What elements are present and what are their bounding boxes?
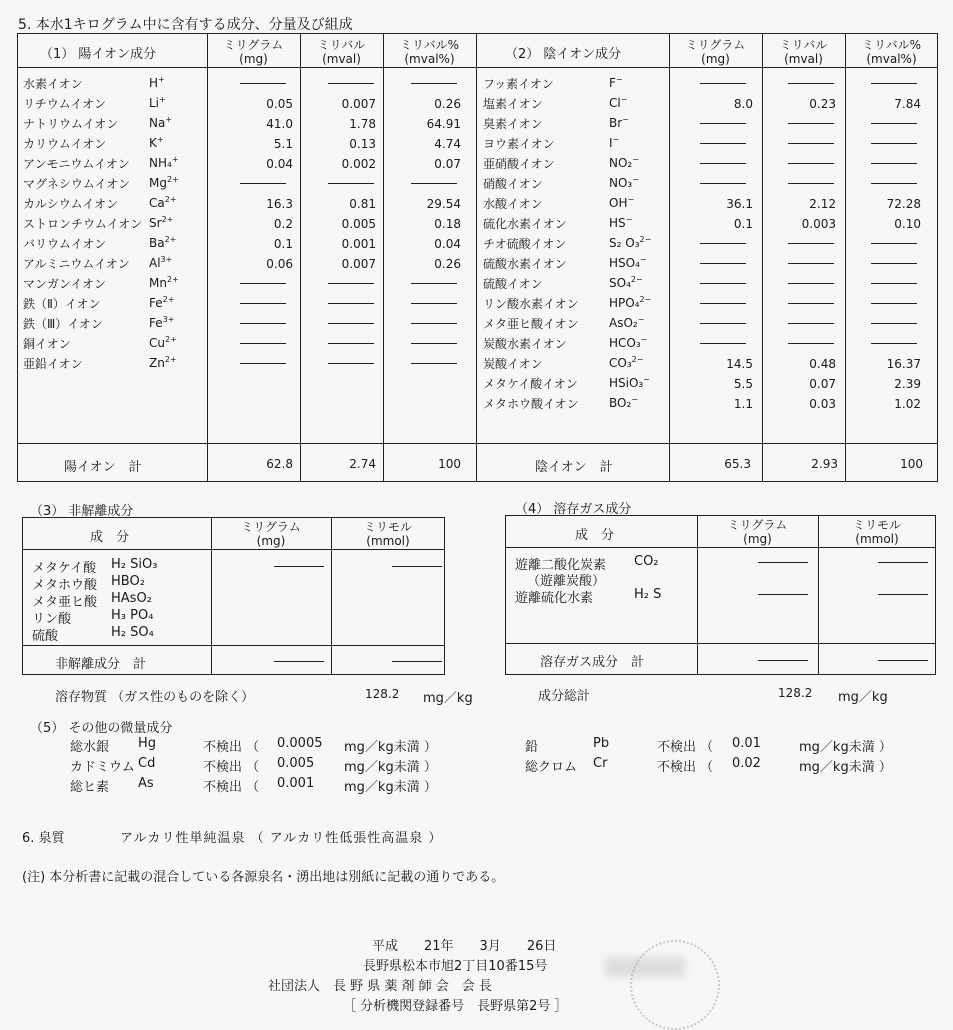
cations-row-name: マグネシウムイオン [23,177,131,191]
cations-row-mval-dash [328,323,374,324]
trace-symbol: Pb [593,736,610,751]
anions-row-name: 硫酸イオン [483,277,543,291]
gas-row-h2s-name: 遊離硫化水素 [515,591,594,606]
gases-mmol-header: ミリモル (mmol) [852,518,901,546]
undissociated-row-formula: H₃ PO₄ [111,608,154,623]
anions-row-name: メタ亜ヒ酸イオン [483,317,579,331]
cations-row-mval: 0.001 [341,237,376,251]
gases-total-label: 溶存ガス成分 計 [540,655,645,670]
trace-symbol: Hg [138,736,157,751]
cations-row-name: マンガンイオン [23,277,107,291]
anions-row-name: ヨウ素イオン [483,137,555,151]
cations-row-mval: 0.007 [341,257,376,271]
anions-row-pct: 2.39 [894,377,921,391]
anions-row-mg-dash [700,123,746,124]
gases-col-label: 成 分 [575,528,615,543]
anions-row-pct-dash [871,343,917,344]
cations-row-mg-dash [240,343,286,344]
anions-row-mg-dash [700,263,746,264]
cations-row-name: アンモニウムイオン [23,157,130,171]
anions-row-name: 炭酸水素イオン [483,337,567,351]
cations-row-name: 鉄（Ⅲ）イオン [23,317,103,331]
anions-row-pct: 0.10 [894,217,921,231]
trace-heading: （5） その他の微量成分 [30,721,173,736]
anions-row-symbol: NO₃− [609,175,639,190]
trace-unit: mg／kg未満 ） [344,760,437,775]
cations-row-mg: 0.06 [266,257,293,271]
cations-row-pct-dash [411,183,457,184]
cations-row-symbol: $Mg^{2+}$ [149,175,179,190]
gas-row-co2-formula: CO₂ [634,554,659,569]
anions-row-pct: 1.02 [894,397,921,411]
anions-row-name: チオ硫酸イオン [483,237,567,251]
undissociated-row-name: 硫酸 [32,629,59,644]
anions-row-mval: 0.48 [809,357,836,371]
anions-row-mg: 0.1 [733,217,753,231]
anions-row-pct-dash [871,183,917,184]
cations-row-mg: 0.2 [273,217,293,231]
gas-row-co2-name: 遊離二酸化炭素 [515,558,607,573]
anions-row-symbol: NO₂− [609,155,639,170]
total-components-label: 成分総計 [538,689,591,704]
dissolved-unit: mg／kg [423,691,473,706]
undissociated-mg-header: ミリグラム (mg) [241,520,301,548]
cations-row-mg-dash [240,183,286,184]
anions-row-symbol: Br− [609,115,629,130]
cations-row-name: 銅イオン [23,337,71,351]
anions-row-pct: 16.37 [886,357,921,371]
anions-row-mval: 0.03 [809,397,836,411]
cations-row-symbol: $Zn^{2+}$ [149,355,177,370]
cations-row-pct: 0.26 [434,257,461,271]
anions-row-pct-dash [871,83,917,84]
anions-row-symbol: HS− [609,215,633,230]
cations-row-pct-dash [411,343,457,344]
footer-address: 長野県松本市旭2丁目10番15号 [363,959,548,974]
anions-row-name: メタケイ酸イオン [483,377,578,391]
anions-row-mg-dash [700,303,746,304]
trace-result: 不検出 （ [203,740,260,755]
cations-row-mg-dash [240,363,286,364]
cations-row-mval-dash [328,363,374,364]
anions-row-symbol: CO₃$^{2-}$ [609,355,644,370]
trace-name: 総水銀 [70,740,110,755]
anions-row-pct-dash [871,243,917,244]
gas-row-co2-sub: （遊離炭酸） [527,574,606,589]
anions-row-mval-dash [788,83,834,84]
cations-row-symbol: $Fe^{3+}$ [149,315,175,330]
cations-row-symbol: $Mn^{2+}$ [149,275,179,290]
cations-row-name: アルミニウムイオン [23,257,130,271]
cation-heading: （1） 陽イオン成分 [40,47,157,62]
undissociated-row-formula: HBO₂ [111,574,145,589]
cations-row-pct: 4.74 [434,137,461,151]
anions-row-name: 硝酸イオン [483,177,543,191]
anion-total-mg: 65.3 [724,457,751,471]
dissolved-label: 溶存物質 （ガス性のものを除く） [55,690,255,705]
spring-quality-label: 6. 泉質 [22,831,65,846]
cation-total-label: 陽イオン 計 [64,460,142,475]
cations-row-pct-dash [411,303,457,304]
cations-row-mg: 5.1 [273,137,293,151]
trace-value: 0.02 [732,756,761,771]
anions-row-symbol: HSiO₃− [609,375,650,390]
cations-row-mg: 0.1 [273,237,293,251]
anions-row-symbol: S₂ O₃$^{2-}$ [609,235,652,250]
anions-row-mg: 36.1 [726,197,753,211]
cations-row-pct-dash [411,283,457,284]
anions-row-pct: 7.84 [894,97,921,111]
trace-value: 0.001 [277,776,315,791]
cations-row-pct-dash [411,83,457,84]
anions-row-mval-dash [788,143,834,144]
cations-row-pct: 0.04 [434,237,461,251]
trace-value: 0.01 [732,736,761,751]
trace-value: 0.0005 [277,736,323,751]
anions-row-mval-dash [788,303,834,304]
anions-row-mval-dash [788,183,834,184]
cations-row-mval: 0.005 [341,217,376,231]
anions-row-name: メタホウ酸イオン [483,397,579,411]
cations-row-name: 亜鉛イオン [23,357,83,371]
cations-row-symbol: NH₄+ [149,155,179,170]
undissociated-row-name: メタケイ酸 [32,561,97,576]
anions-row-mval-dash [788,323,834,324]
anions-row-symbol: F− [609,75,623,90]
cations-row-symbol: $Ba^{2+}$ [149,235,177,250]
cations-row-pct: 0.26 [434,97,461,111]
anion-total-pct: 100 [900,457,923,471]
anion-total-label: 陰イオン 計 [535,460,613,475]
cations-row-name: 水素イオン [23,77,83,91]
cations-row-mg-dash [240,303,286,304]
trace-name: 総ヒ素 [70,780,110,795]
anions-row-mg-dash [700,243,746,244]
cations-row-name: カリウムイオン [23,137,107,151]
undissociated-row-formula: HAsO₂ [111,591,152,606]
anion-total-mval: 2.93 [811,457,838,471]
spring-quality-value: アルカリ性単純温泉 （ アルカリ性低張性高温泉 ） [120,831,443,846]
cations-row-symbol: $Fe^{2+}$ [149,295,175,310]
anions-row-mval-dash [788,123,834,124]
cations-row-mg-dash [240,283,286,284]
trace-result: 不検出 （ [657,740,714,755]
cations-row-pct: 64.91 [426,117,461,131]
footer-date: 平成 21年 3月 26日 [372,939,557,954]
cations-row-mg-dash [240,83,286,84]
cations-row-mval-dash [328,83,374,84]
anions-row-name: 硫化水素イオン [483,217,567,231]
trace-unit: mg／kg未満 ） [344,740,437,755]
anions-row-name: フッ素イオン [483,77,554,91]
trace-result: 不検出 （ [203,760,260,775]
trace-result: 不検出 （ [203,780,260,795]
anions-row-mval: 0.23 [809,97,836,111]
anions-row-mg: 14.5 [726,357,753,371]
cations-row-name: リチウムイオン [23,97,107,111]
cations-row-mval-dash [328,303,374,304]
cation-mg-header: ミリグラム (mg) [223,38,284,66]
anions-row-name: 臭素イオン [483,117,543,131]
cation-pct-header: ミリバル% (mval%) [399,38,460,66]
cations-row-pct-dash [411,363,457,364]
cations-row-mg: 0.04 [266,157,293,171]
cations-row-symbol: Na+ [149,115,173,130]
total-components-value: 128.2 [778,686,813,700]
anions-row-name: 水酸イオン [483,197,543,211]
anions-row-mval-dash [788,343,834,344]
cations-row-mg-dash [240,323,286,324]
cation-total-mg: 62.8 [266,457,293,471]
cations-row-mval: 0.81 [349,197,376,211]
undissociated-col-label: 成 分 [90,530,130,545]
trace-name: 鉛 [525,740,539,755]
undissociated-row-name: メタ亜ヒ酸 [32,595,98,610]
footer-org: 社団法人 長 野 県 薬 剤 師 会 会 長 [268,979,492,994]
anions-row-mval: 2.12 [809,197,836,211]
cations-row-mval: 1.78 [349,117,376,131]
anions-row-pct-dash [871,123,917,124]
anions-row-symbol: I− [609,135,620,150]
trace-value: 0.005 [277,756,315,771]
cations-row-mg: 0.05 [266,97,293,111]
anions-row-mg-dash [700,323,746,324]
cations-row-mval: 0.13 [349,137,376,151]
anions-row-pct-dash [871,143,917,144]
cation-total-pct: 100 [438,457,461,471]
anions-row-symbol: HCO₃− [609,335,648,350]
trace-unit: mg／kg未満 ） [799,740,892,755]
anions-row-mval-dash [788,243,834,244]
anions-row-mg: 5.5 [733,377,753,391]
cations-row-symbol: $Cu^{2+}$ [149,335,177,350]
undissociated-mmol-header: ミリモル (mmol) [363,520,412,548]
anions-row-mg-dash [700,283,746,284]
cations-row-symbol: H+ [149,75,165,90]
cations-row-symbol: $Ca^{2+}$ [149,195,177,210]
anions-row-mg-dash [700,143,746,144]
anions-row-name: 炭酸イオン [483,357,543,371]
trace-name: カドミウム [70,760,135,775]
cations-row-symbol: $Sr^{2+}$ [149,215,174,230]
cations-row-symbol: $Al^{3+}$ [149,255,173,270]
cations-row-name: 鉄（Ⅱ）イオン [23,297,101,311]
anions-row-symbol: BO₂− [609,395,638,410]
anion-heading: （2） 陰イオン成分 [505,47,622,62]
anions-row-mg-dash [700,183,746,184]
anions-row-name: リン酸水素イオン [483,297,579,311]
cations-row-pct: 0.18 [434,217,461,231]
anions-row-mval-dash [788,283,834,284]
cation-mval-header: ミリバル (mval) [317,38,366,66]
cations-row-symbol: K+ [149,135,164,150]
anions-row-pct-dash [871,303,917,304]
cations-row-pct-dash [411,323,457,324]
anions-row-symbol: HPO₄$^{2-}$ [609,295,652,310]
anions-row-symbol: OH− [609,195,635,210]
anion-mval-header: ミリバル (mval) [779,38,828,66]
note: (注) 本分析書に記載の混合している各源泉名・湧出地は別紙に記載の通りである。 [22,870,505,885]
trace-unit: mg／kg未満 ） [344,780,437,795]
undissociated-row-name: メタホウ酸 [32,578,98,593]
anions-row-symbol: HSO₄− [609,255,647,270]
gases-heading: （4） 溶存ガス成分 [515,502,632,517]
anions-row-name: 亜硝酸イオン [483,157,555,171]
anions-row-mg-dash [700,343,746,344]
anions-row-mg: 1.1 [733,397,753,411]
anions-row-mval-dash [788,263,834,264]
cations-row-name: カルシウムイオン [23,197,118,211]
cations-row-mval-dash [328,343,374,344]
anions-row-mval-dash [788,163,834,164]
cations-row-mval: 0.007 [341,97,376,111]
anions-row-symbol: AsO₂− [609,315,645,330]
trace-symbol: Cr [593,756,608,771]
anions-row-name: 塩素イオン [483,97,543,111]
document-title: 5. 本水1キログラム中に含有する成分、分量及び組成 [18,17,353,33]
anions-row-symbol: Cl− [609,95,628,110]
anions-row-pct: 72.28 [886,197,921,211]
cations-row-mval-dash [328,283,374,284]
undissociated-heading: （3） 非解離成分 [30,504,134,519]
anions-row-mg-dash [700,163,746,164]
cations-row-name: ストロンチウムイオン [23,217,143,231]
official-seal-stamp [630,940,720,1030]
anions-row-pct-dash [871,263,917,264]
anions-row-mval: 0.003 [801,217,836,231]
anions-row-pct-dash [871,323,917,324]
dissolved-value: 128.2 [365,687,400,701]
anions-row-name: 硫酸水素イオン [483,257,567,271]
anions-row-mval: 0.07 [809,377,836,391]
cations-row-symbol: Li+ [149,95,166,110]
anion-mg-header: ミリグラム (mg) [685,38,746,66]
trace-symbol: As [138,776,154,791]
trace-unit: mg／kg未満 ） [799,760,892,775]
footer-registration: ［ 分析機関登録番号 長野県第2号 ］ [343,999,568,1014]
cations-row-mval: 0.002 [341,157,376,171]
anions-row-pct-dash [871,163,917,164]
undissociated-row-name: リン酸 [32,612,72,627]
anions-row-pct-dash [871,283,917,284]
trace-result: 不検出 （ [657,760,714,775]
trace-symbol: Cd [138,756,156,771]
cations-row-mg: 41.0 [266,117,293,131]
total-components-unit: mg／kg [838,690,888,705]
undissociated-row-formula: H₂ SO₄ [111,625,154,640]
cations-row-pct: 29.54 [426,197,461,211]
gases-mg-header: ミリグラム (mg) [727,518,788,546]
undissociated-row-formula: H₂ SiO₃ [111,557,158,572]
gas-row-h2s-formula: H₂ S [634,587,662,602]
anions-row-mg: 8.0 [733,97,753,111]
anions-row-symbol: SO₄$^{2-}$ [609,275,643,290]
cations-row-name: バリウムイオン [23,237,107,251]
cation-total-mval: 2.74 [349,457,376,471]
cations-row-pct: 0.07 [434,157,461,171]
cations-row-name: ナトリウムイオン [23,117,119,131]
undissociated-total-label: 非解離成分 計 [55,657,147,672]
cations-row-mg: 16.3 [266,197,293,211]
cations-row-mval-dash [328,183,374,184]
anions-row-mg-dash [700,83,746,84]
trace-name: 総クロム [525,760,578,775]
anion-pct-header: ミリバル% (mval%) [861,38,922,66]
